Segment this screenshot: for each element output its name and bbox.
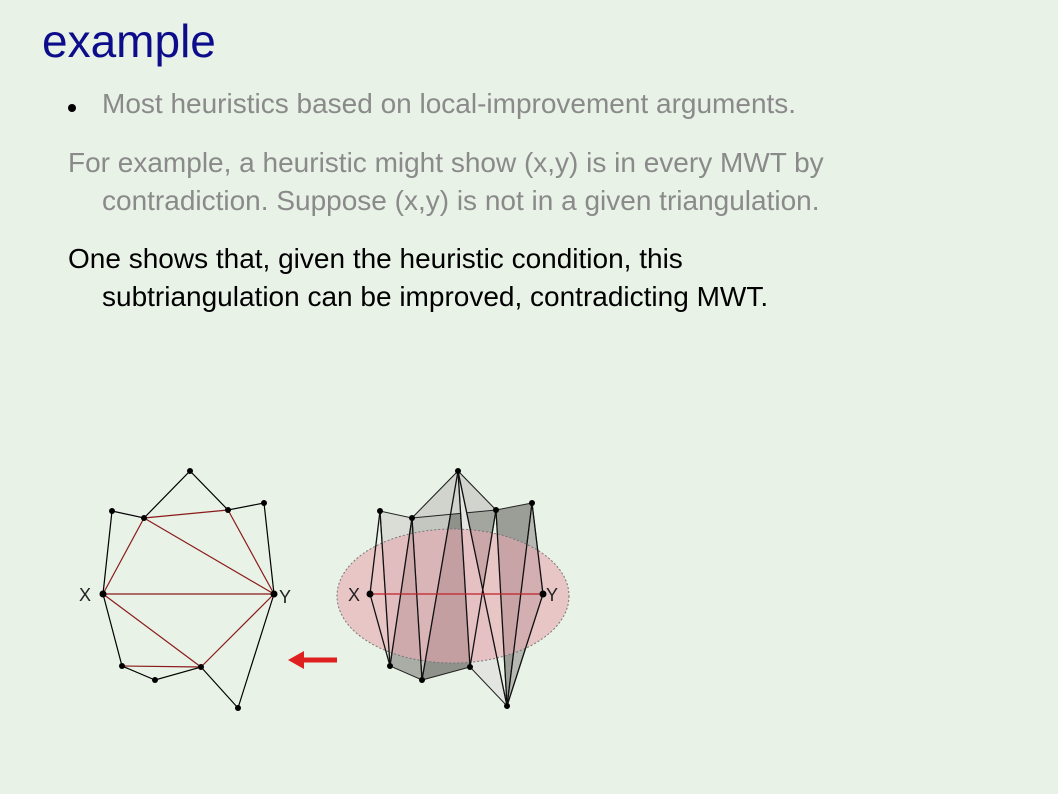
left-red-edges	[103, 510, 274, 667]
paragraph-conclusion-line1: One shows that, given the heuristic condition, this	[68, 243, 683, 274]
paragraph-example-line1: For example, a heuristic might show (x,y) is in every MWT by	[68, 147, 824, 178]
left-x-label: X	[79, 585, 92, 605]
slide-title: example	[42, 15, 216, 67]
right-y-label: Y	[546, 585, 559, 605]
bullet-text: Most heuristics based on local-improvement arguments.	[102, 88, 797, 119]
left-y-label: Y	[279, 587, 292, 607]
right-triangulation	[337, 468, 569, 709]
paragraph-conclusion-line2: subtriangulation can be improved, contradicting MWT.	[102, 281, 769, 312]
left-vertices	[100, 468, 278, 711]
paragraph-example-line2: contradiction. Suppose (x,y) is not in a given triangulation.	[102, 185, 820, 216]
left-arrow-icon	[288, 651, 337, 669]
left-triangulation	[79, 468, 291, 711]
left-polygon-outline	[103, 471, 274, 708]
right-x-label: X	[348, 585, 361, 605]
